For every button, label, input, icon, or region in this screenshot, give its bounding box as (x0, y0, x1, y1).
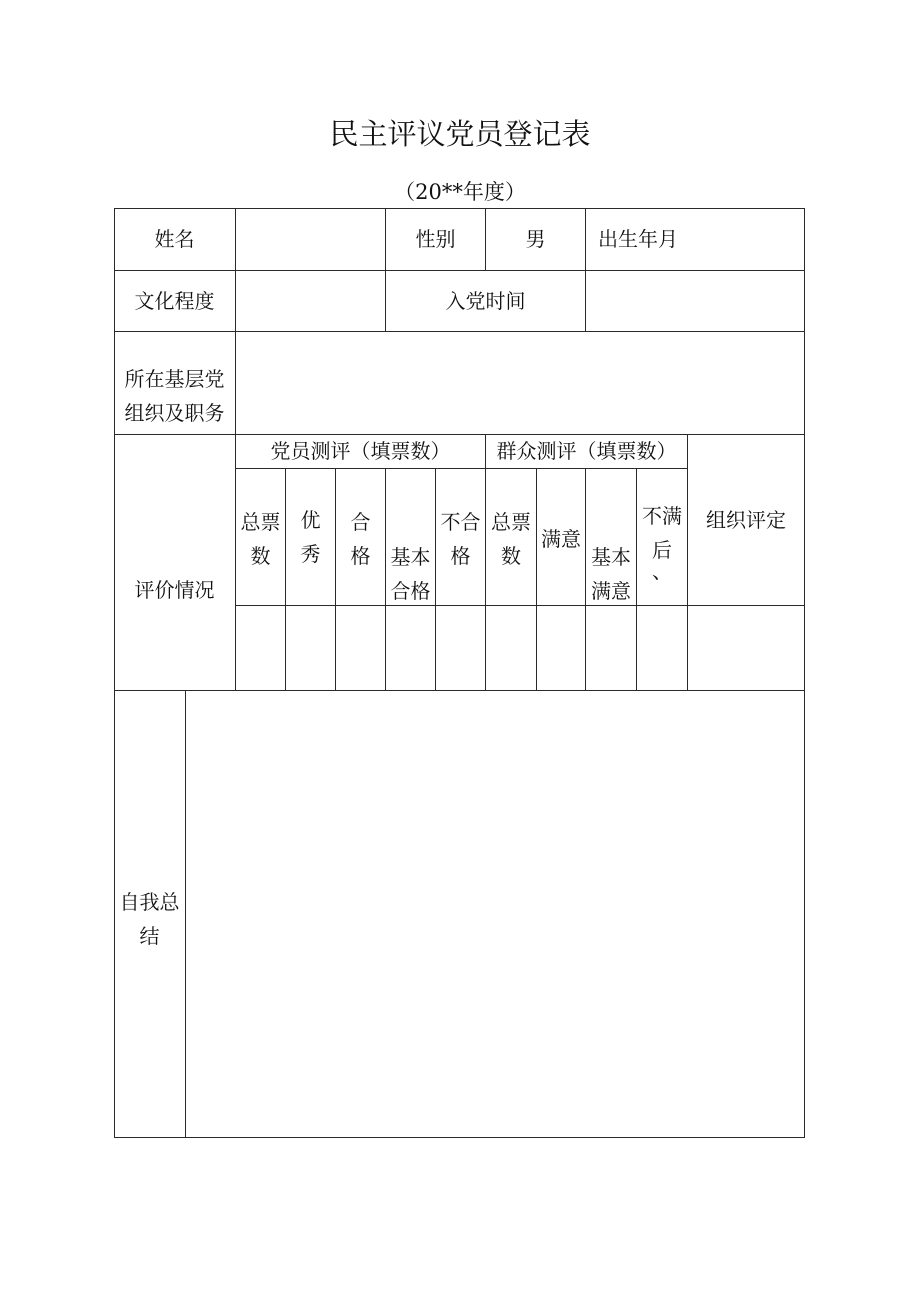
year-subtitle: （20**年度） (394, 180, 526, 204)
name-label: 姓名 (154, 227, 195, 251)
public-basic-satisfied-input[interactable] (586, 606, 636, 690)
join-date-input-cell[interactable] (586, 270, 804, 331)
self-summary-label (114, 884, 185, 954)
header-line: 格 (350, 544, 371, 568)
gender-label: 性别 (415, 227, 456, 251)
member-total-votes-header (236, 504, 285, 574)
public-unsatisfied-input[interactable] (637, 606, 687, 690)
member-total-votes-input[interactable] (236, 606, 285, 690)
public-satisfied-header: 满意 (541, 527, 581, 551)
evaluation-label: 评价情况 (134, 578, 215, 602)
header-line: 秀 (300, 542, 321, 566)
header-line: 数 (250, 544, 271, 568)
org-label-line: 组织及职务 (124, 401, 225, 425)
header-line: 格 (450, 544, 471, 568)
member-qualified-input[interactable] (336, 606, 385, 690)
public-basic-satisfied-header (586, 539, 636, 609)
name-input-cell[interactable] (236, 208, 385, 270)
org-assessment-input[interactable] (688, 606, 804, 690)
member-qualified-header (336, 504, 385, 574)
self-summary-line: 结 (139, 924, 160, 948)
registration-form-table (114, 208, 805, 1138)
header-line: 合 (350, 510, 371, 534)
header-line: 总票 (491, 510, 531, 534)
member-excellent-input[interactable] (286, 606, 335, 690)
education-label: 文化程度 (134, 288, 215, 313)
gender-value[interactable]: 男 (525, 227, 546, 251)
header-line: 、 (652, 559, 672, 583)
member-basic-qualified-header (386, 539, 435, 609)
table-border-bottom (114, 1137, 805, 1138)
header-line: 总票 (240, 510, 281, 534)
header-line: 基本 (390, 545, 431, 569)
member-unqualified-input[interactable] (436, 606, 485, 690)
member-evaluation-header: 党员测评（填票数） (270, 439, 451, 463)
header-line: 优 (300, 508, 321, 532)
public-satisfied-input[interactable] (537, 606, 585, 690)
org-assessment-label: 组织评定 (706, 507, 786, 532)
table-border-right (804, 208, 805, 1138)
header-line: 满意 (591, 579, 631, 603)
join-date-label: 入党时间 (445, 288, 526, 313)
header-line: 基本 (591, 545, 631, 569)
public-evaluation-header: 群众测评（填票数） (496, 439, 677, 463)
public-total-votes-header (486, 504, 536, 574)
public-total-votes-input[interactable] (486, 606, 536, 690)
member-excellent-header (286, 502, 335, 572)
header-line: 不合 (440, 510, 481, 534)
org-position-label (114, 358, 235, 434)
header-line: 后 (652, 538, 672, 562)
self-summary-line: 自我总 (119, 890, 180, 914)
member-basic-qualified-input[interactable] (386, 606, 435, 690)
public-unsatisfied-header (637, 488, 687, 592)
row-divider (235, 468, 688, 469)
header-line: 合格 (390, 579, 431, 603)
header-line: 数 (501, 544, 521, 568)
page-title: 民主评议党员登记表 (329, 117, 591, 151)
header-line: 不满 (642, 504, 682, 528)
member-unqualified-header (436, 504, 485, 574)
org-position-input-cell[interactable] (236, 331, 804, 434)
birth-date-label: 出生年月 (598, 227, 678, 251)
self-summary-input[interactable] (186, 691, 804, 1137)
education-input-cell[interactable] (236, 270, 385, 331)
org-label-line: 所在基层党 (124, 367, 225, 391)
